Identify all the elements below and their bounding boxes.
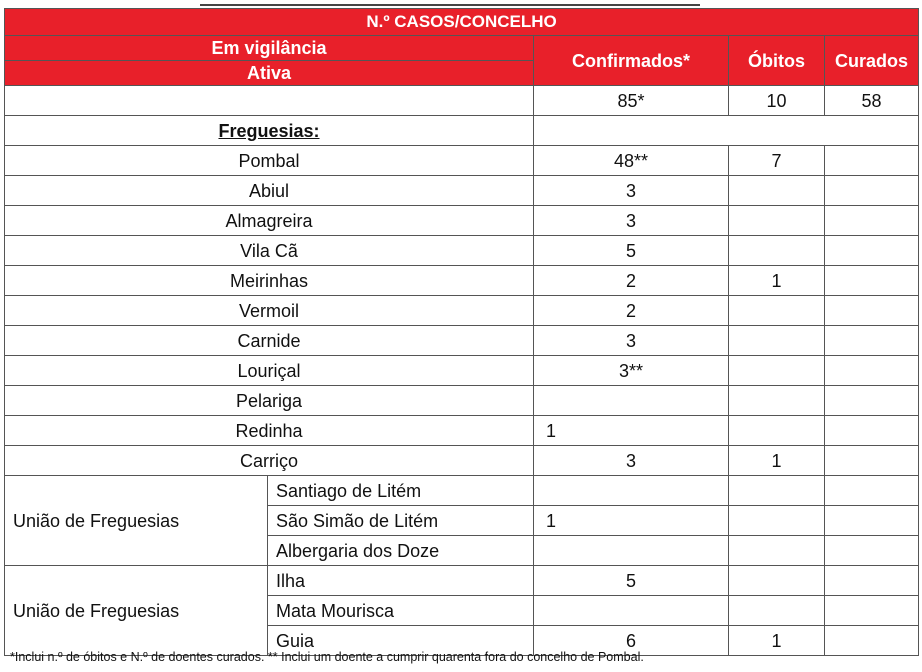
freguesia-obitos [729,326,825,356]
header-curados: Curados [825,36,919,86]
freguesia-name: Louriçal [5,356,534,386]
freguesia-curados [825,446,919,476]
freguesia-curados [825,236,919,266]
uniao-member-name: Santiago de Litém [268,476,534,506]
footnote: *Inclui n.º de óbitos e N.º de doentes curados. ** Inclui um doente a cumprir quarenta fora do concelho de Pombal. [10,650,644,664]
freguesia-name: Pelariga [5,386,534,416]
freguesia-curados [825,176,919,206]
freguesia-name: Carriço [5,446,534,476]
freguesia-row [5,236,919,266]
freguesia-row [5,446,919,476]
uniao-member-obitos: 1 [729,626,825,656]
header-confirmados: Confirmados* [534,36,729,86]
freguesias-label-empty [534,116,919,146]
table-title-row [5,9,919,36]
freguesia-confirmados: 48** [534,146,729,176]
freguesias-label-cell [5,116,534,146]
uniao-member-name: Guia [268,626,534,656]
uniao-member-confirmados: 6 [534,626,729,656]
freguesia-confirmados: 2 [534,266,729,296]
freguesia-obitos: 1 [729,266,825,296]
totals-curados: 58 [825,86,919,116]
uniao-member-name: Ilha [268,566,534,596]
freguesia-obitos: 1 [729,446,825,476]
totals-row [5,86,919,116]
uniao-member-curados [825,536,919,566]
freguesia-curados [825,206,919,236]
freguesia-obitos [729,296,825,326]
freguesia-row [5,356,919,386]
uniao-member-confirmados: 1 [534,506,729,536]
uniao-member-obitos [729,476,825,506]
freguesia-row [5,266,919,296]
uniao-member-obitos [729,596,825,626]
uniao-member-row [5,476,919,506]
uniao-member-obitos [729,566,825,596]
freguesia-row [5,386,919,416]
uniao-member-confirmados [534,476,729,506]
header-obitos: Óbitos [729,36,825,86]
freguesia-row [5,206,919,236]
freguesia-obitos [729,176,825,206]
freguesia-confirmados [534,386,729,416]
freguesia-name: Meirinhas [5,266,534,296]
uniao-member-name: São Simão de Litém [268,506,534,536]
freguesia-confirmados: 2 [534,296,729,326]
totals-vigilancia [5,86,534,116]
freguesia-obitos [729,206,825,236]
freguesia-confirmados: 3** [534,356,729,386]
freguesias-label: Freguesias: [218,120,320,141]
freguesia-confirmados: 3 [534,176,729,206]
freguesia-name: Carnide [5,326,534,356]
freguesia-name: Vermoil [5,296,534,326]
freguesia-curados [825,146,919,176]
freguesia-obitos [729,356,825,386]
freguesia-name: Abiul [5,176,534,206]
freguesia-row [5,296,919,326]
freguesia-name: Pombal [5,146,534,176]
uniao-member-name: Mata Mourisca [268,596,534,626]
freguesia-row [5,416,919,446]
totals-obitos: 10 [729,86,825,116]
freguesia-row [5,176,919,206]
freguesias-label-row [5,116,919,146]
freguesia-name: Almagreira [5,206,534,236]
uniao-member-curados [825,566,919,596]
uniao-member-name: Albergaria dos Doze [268,536,534,566]
freguesia-name: Vila Cã [5,236,534,266]
cases-table [4,8,919,656]
uniao-member-curados [825,506,919,536]
freguesia-obitos [729,236,825,266]
freguesia-obitos [729,416,825,446]
header-vigilancia-line1: Em vigilância [5,36,534,61]
uniao-member-confirmados: 5 [534,566,729,596]
uniao-member-confirmados [534,596,729,626]
freguesia-curados [825,296,919,326]
uniao-member-curados [825,626,919,656]
freguesia-confirmados: 3 [534,446,729,476]
freguesia-curados [825,416,919,446]
freguesia-row [5,326,919,356]
freguesia-curados [825,266,919,296]
uniao-label: União de Freguesias [5,566,268,656]
freguesia-curados [825,326,919,356]
table-title: N.º CASOS/CONCELHO [5,9,919,36]
freguesia-row [5,146,919,176]
freguesia-confirmados: 5 [534,236,729,266]
freguesia-confirmados: 3 [534,326,729,356]
uniao-member-confirmados [534,536,729,566]
freguesia-curados [825,386,919,416]
uniao-label: União de Freguesias [5,476,268,566]
freguesia-confirmados: 3 [534,206,729,236]
uniao-member-obitos [729,536,825,566]
freguesia-obitos: 7 [729,146,825,176]
totals-confirmados: 85* [534,86,729,116]
freguesia-obitos [729,386,825,416]
header-row-1 [5,36,919,61]
uniao-member-curados [825,596,919,626]
header-vigilancia-line2: Ativa [5,61,534,86]
freguesia-curados [825,356,919,386]
freguesia-name: Redinha [5,416,534,446]
uniao-member-curados [825,476,919,506]
freguesia-confirmados: 1 [534,416,729,446]
uniao-member-obitos [729,506,825,536]
uniao-member-row [5,566,919,596]
cropped-heading-remnant [0,0,922,8]
